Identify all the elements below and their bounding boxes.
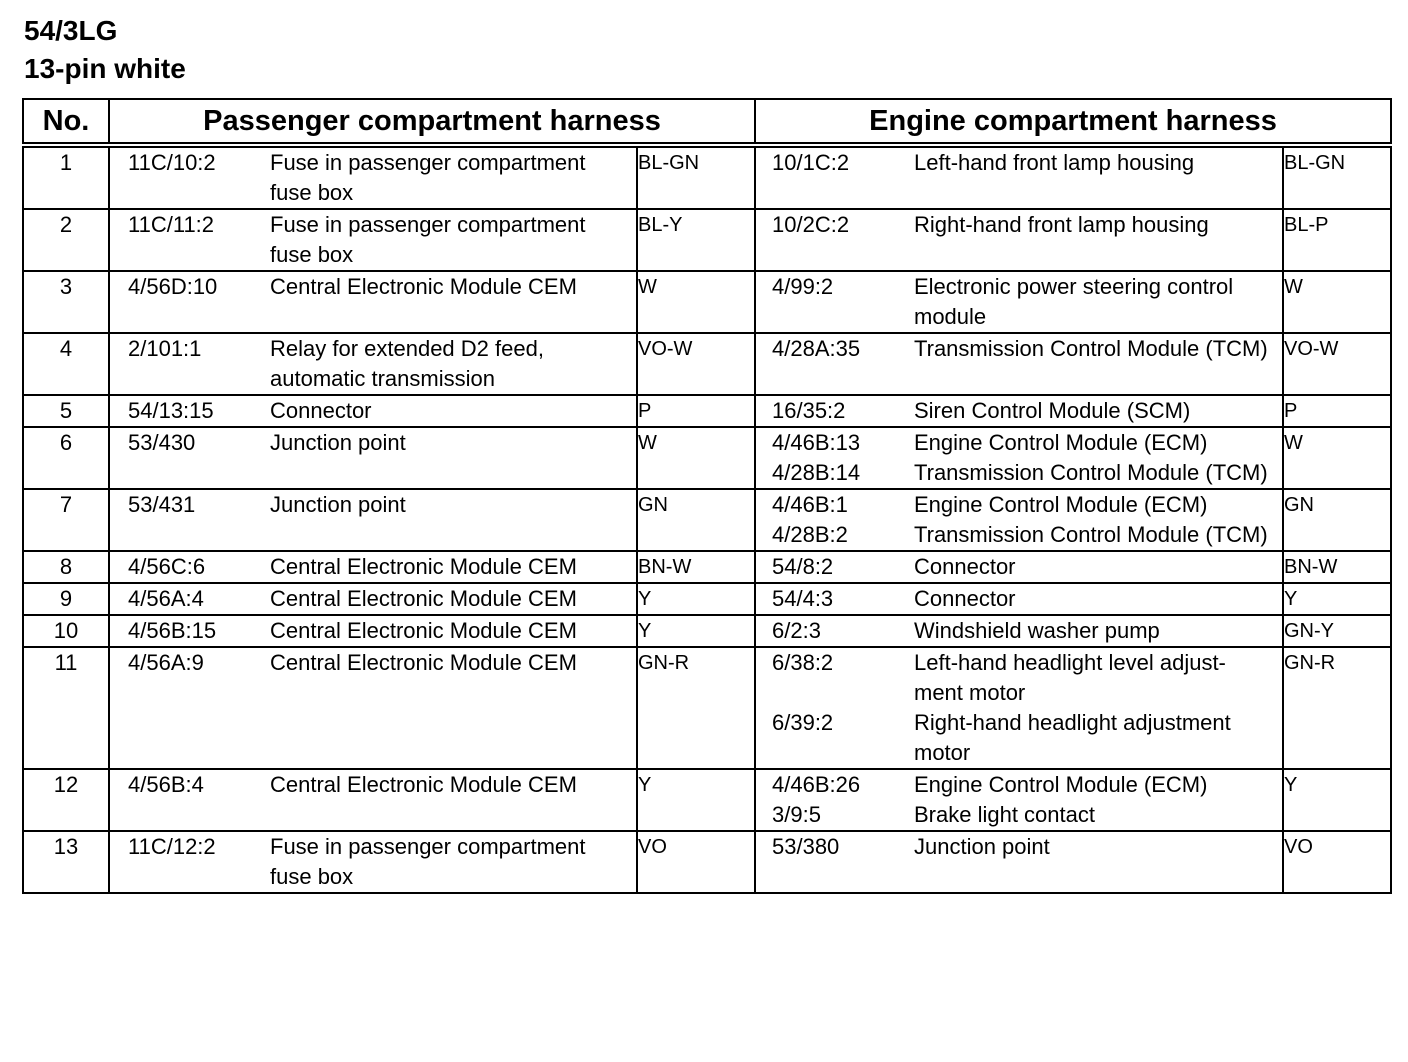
passenger-component-description: Relay for extended D2 feed, automatic transmission [270,336,544,391]
passenger-entry [110,428,636,458]
engine-entry [756,210,1282,240]
engine-terminal-code: 4/28B:14 [772,460,861,485]
passenger-wire-color: VO [637,831,755,893]
passenger-terminal-code: 11C/12:2 [128,834,216,859]
engine-terminal-code: 4/46B:13 [772,430,861,455]
passenger-component-description: Junction point [270,430,406,455]
engine-wire-color: BL-GN [1283,145,1391,209]
passenger-wire-color: P [637,395,755,427]
engine-terminal-code: 4/46B:1 [772,492,848,517]
table-header-row [23,99,1391,145]
pin-number: 4 [23,333,109,395]
engine-component-description: Transmission Control Module (TCM) [914,522,1268,547]
passenger-cell [109,551,637,583]
engine-wire-color: GN [1283,489,1391,551]
passenger-cell [109,395,637,427]
pin-number: 8 [23,551,109,583]
passenger-component-description: Fuse in passenger compartment fuse box [270,834,586,889]
connector-title: 54/3LG [24,15,118,46]
engine-cell [755,145,1283,209]
passenger-cell [109,831,637,893]
engine-entry [756,334,1282,364]
engine-entry [756,490,1282,520]
passenger-entry [110,396,636,426]
passenger-terminal-code: 54/13:15 [128,398,214,423]
passenger-component-description: Central Electronic Module CEM [270,618,577,643]
engine-component-description: Windshield washer pump [914,618,1160,643]
passenger-cell [109,583,637,615]
table-body [23,145,1391,893]
engine-terminal-code: 10/2C:2 [772,212,850,237]
passenger-wire-color: Y [637,615,755,647]
passenger-cell [109,333,637,395]
passenger-entry [110,490,636,520]
passenger-wire-color: W [637,427,755,489]
passenger-component-description: Connector [270,398,372,423]
passenger-entry [110,272,636,302]
passenger-component-description: Central Electronic Module CEM [270,650,577,675]
passenger-entry [110,648,636,678]
passenger-component-description: Central Electronic Module CEM [270,772,577,797]
engine-cell [755,769,1283,831]
passenger-entry [110,770,636,800]
engine-component-description: Right-hand front lamp housing [914,212,1209,237]
table-row [23,333,1391,395]
engine-terminal-code: 54/4:3 [772,586,834,611]
passenger-component-description: Central Electronic Module CEM [270,586,577,611]
passenger-cell [109,615,637,647]
passenger-terminal-code: 4/56D:10 [128,274,218,299]
passenger-terminal-code: 11C/10:2 [128,150,216,175]
pin-number: 9 [23,583,109,615]
engine-component-description: Engine Control Module (ECM) [914,772,1208,797]
passenger-terminal-code: 53/430 [128,430,196,455]
engine-entry [756,770,1282,800]
engine-terminal-code: 3/9:5 [772,802,821,827]
pin-number: 1 [23,145,109,209]
header-no: No. [23,99,109,145]
engine-component-description: Electronic power steering control module [914,274,1234,329]
engine-terminal-code: 54/8:2 [772,554,834,579]
passenger-entry [110,210,636,270]
engine-terminal-code: 16/35:2 [772,398,846,423]
passenger-cell [109,145,637,209]
engine-entry [756,584,1282,614]
passenger-component-description: Fuse in passenger compartment fuse box [270,150,586,205]
passenger-entry [110,148,636,208]
engine-entry [756,616,1282,646]
engine-wire-color: Y [1283,583,1391,615]
passenger-component-description: Junction point [270,492,406,517]
engine-terminal-code: 10/1C:2 [772,150,850,175]
engine-entry [756,648,1282,708]
passenger-terminal-code: 53/431 [128,492,196,517]
passenger-cell [109,769,637,831]
passenger-terminal-code: 4/56A:9 [128,650,204,675]
engine-wire-color: P [1283,395,1391,427]
engine-cell [755,427,1283,489]
passenger-wire-color: Y [637,583,755,615]
engine-component-description: Transmission Control Module (TCM) [914,336,1268,361]
passenger-cell [109,489,637,551]
passenger-wire-color: W [637,271,755,333]
engine-terminal-code: 4/46B:26 [772,772,861,797]
pin-number: 7 [23,489,109,551]
passenger-wire-color: BN-W [637,551,755,583]
pin-number: 12 [23,769,109,831]
engine-component-description: Left-hand headlight level adjust- ment motor [914,650,1226,705]
header-passenger: Passenger compartment harness [109,99,755,145]
engine-component-description: Transmission Control Module (TCM) [914,460,1268,485]
passenger-terminal-code: 4/56B:15 [128,618,217,643]
connector-subtitle: 13-pin white [24,53,186,84]
passenger-wire-color: BL-GN [637,145,755,209]
engine-cell [755,615,1283,647]
engine-cell [755,551,1283,583]
table-row [23,489,1391,551]
table-row [23,551,1391,583]
engine-entry [756,520,1282,550]
engine-entry [756,708,1282,768]
passenger-component-description: Fuse in passenger compartment fuse box [270,212,586,267]
passenger-wire-color: Y [637,769,755,831]
engine-entry [756,396,1282,426]
engine-terminal-code: 4/99:2 [772,274,834,299]
passenger-entry [110,616,636,646]
engine-terminal-code: 6/38:2 [772,650,834,675]
engine-cell [755,209,1283,271]
engine-component-description: Brake light contact [914,802,1095,827]
engine-cell [755,333,1283,395]
table-row [23,271,1391,333]
engine-wire-color: Y [1283,769,1391,831]
engine-wire-color: W [1283,427,1391,489]
table-row [23,209,1391,271]
pin-number: 2 [23,209,109,271]
pin-number: 13 [23,831,109,893]
table-row [23,647,1391,769]
passenger-component-description: Central Electronic Module CEM [270,554,577,579]
passenger-entry [110,832,636,892]
engine-wire-color: BL-P [1283,209,1391,271]
engine-terminal-code: 6/2:3 [772,618,821,643]
pin-number: 10 [23,615,109,647]
engine-component-description: Junction point [914,834,1050,859]
engine-wire-color: VO [1283,831,1391,893]
passenger-entry [110,334,636,394]
passenger-wire-color: GN [637,489,755,551]
engine-component-description: Engine Control Module (ECM) [914,492,1208,517]
pin-number: 3 [23,271,109,333]
table-row [23,831,1391,893]
passenger-entry [110,584,636,614]
pin-number: 6 [23,427,109,489]
engine-entry [756,428,1282,458]
engine-cell [755,271,1283,333]
engine-component-description: Connector [914,554,1016,579]
table-row [23,427,1391,489]
engine-entry [756,458,1282,488]
passenger-terminal-code: 4/56A:4 [128,586,204,611]
engine-wire-color: W [1283,271,1391,333]
passenger-cell [109,647,637,769]
engine-component-description: Connector [914,586,1016,611]
engine-cell [755,831,1283,893]
table-row [23,583,1391,615]
passenger-terminal-code: 4/56C:6 [128,554,206,579]
passenger-cell [109,271,637,333]
engine-terminal-code: 53/380 [772,834,840,859]
engine-component-description: Siren Control Module (SCM) [914,398,1191,423]
passenger-terminal-code: 4/56B:4 [128,772,204,797]
engine-wire-color: GN-Y [1283,615,1391,647]
engine-entry [756,272,1282,332]
passenger-wire-color: BL-Y [637,209,755,271]
passenger-cell [109,427,637,489]
header-engine: Engine compartment harness [755,99,1391,145]
pin-number: 5 [23,395,109,427]
engine-cell [755,489,1283,551]
engine-component-description: Left-hand front lamp housing [914,150,1195,175]
passenger-cell [109,209,637,271]
engine-cell [755,583,1283,615]
pin-table [22,98,1392,894]
engine-entry [756,148,1282,178]
engine-wire-color: VO-W [1283,333,1391,395]
engine-component-description: Engine Control Module (ECM) [914,430,1208,455]
engine-wire-color: BN-W [1283,551,1391,583]
table-row [23,145,1391,209]
table-row [23,615,1391,647]
engine-entry [756,552,1282,582]
passenger-wire-color: VO-W [637,333,755,395]
engine-entry [756,832,1282,862]
engine-entry [756,800,1282,830]
pin-number: 11 [23,647,109,769]
engine-component-description: Right-hand headlight adjustment motor [914,710,1231,765]
passenger-terminal-code: 2/101:1 [128,336,202,361]
engine-terminal-code: 4/28A:35 [772,336,861,361]
passenger-wire-color: GN-R [637,647,755,769]
passenger-terminal-code: 11C/11:2 [128,212,215,237]
engine-cell [755,395,1283,427]
passenger-component-description: Central Electronic Module CEM [270,274,577,299]
table-row [23,769,1391,831]
engine-terminal-code: 4/28B:2 [772,522,848,547]
passenger-entry [110,552,636,582]
table-row [23,395,1391,427]
engine-wire-color: GN-R [1283,647,1391,769]
engine-cell [755,647,1283,769]
page-heading [24,12,186,88]
engine-terminal-code: 6/39:2 [772,710,834,735]
